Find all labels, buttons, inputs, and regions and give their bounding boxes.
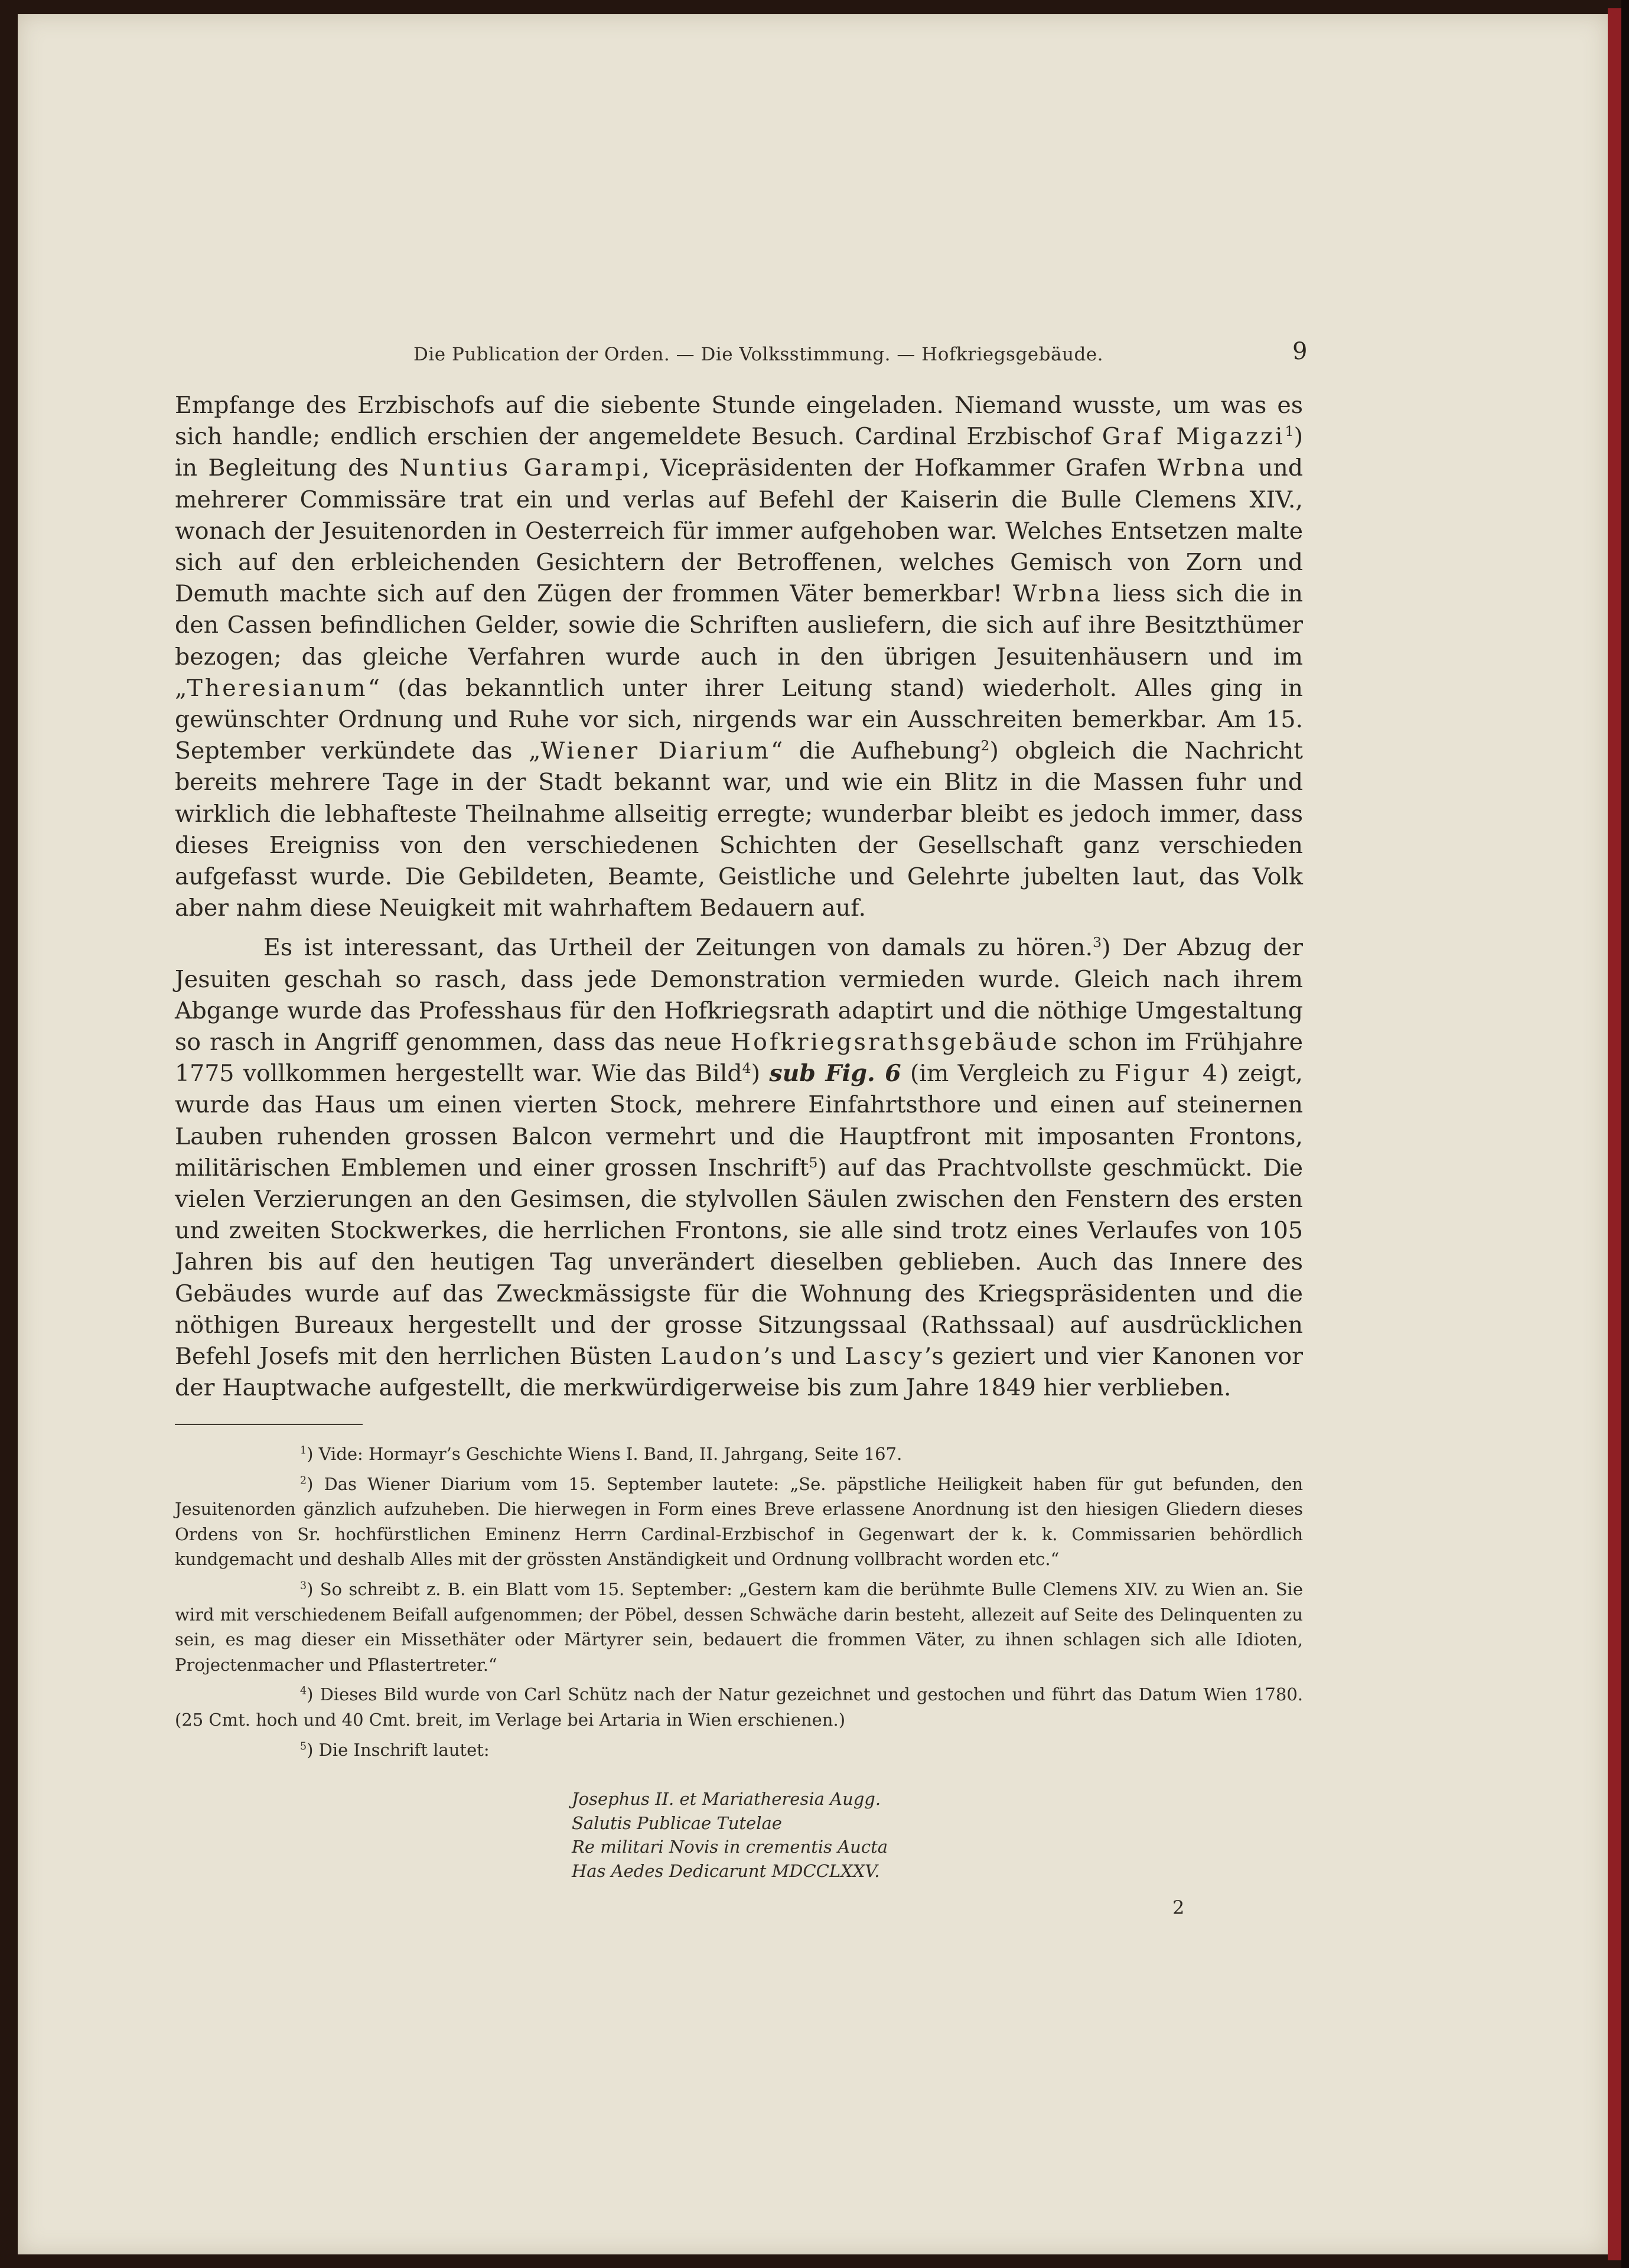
- body-text: [175, 390, 1303, 1404]
- name-laudon: Laudon: [660, 1343, 763, 1371]
- paragraph-1: Empfange des Erzbischofs auf die siebente Stunde eingeladen. Niemand wusste, um was es sich handle; endlich erschien der angemeldete Besuch. Cardinal Erzbischof Graf Migazzi$^1$) in Begleitung des Nuntius Garampi, Vicepräsidenten der Hofkammer Grafen Wrbna und mehrerer Commissäre trat ein und verlas auf Befehl der Kaiserin die Bulle Clemens XIV., wonach der Jesuitenorden in Oesterreich für immer aufgehoben war. Welches Entsetzen malte sich auf den erbleichenden Gesichtern der Betroffenen, welches Gemisch von Zorn und Demuth machte sich auf den Zügen der frommen Väter bemerkbar! Wrbna liess sich die in den Cassen befindlichen Gelder, sowie die Schriften ausliefern, die sich auf ihre Besitzthümer bezogen; das gleiche Verfahren wurde auch in den übrigen Jesuitenhäusern und im „Theresianum“ (das bekanntlich unter ihrer Leitung stand) wiederholt. Alles ging in gewünschter Ordnung und Ruhe vor sich, nirgends war ein Ausschreiten bemerkbar. Am 15. September verkündete das „Wiener Diarium“ die Aufhebung$^2$) obgleich die Nachricht bereits mehrere Tage in der Stadt bekannt war, und wie ein Blitz in die Massen fuhr und wirklich die lebhafteste Theilnahme allseitig erregte; wunderbar bleibt es jedoch immer, dass dieses Ereigniss von den verschiedenen Schichten der Gesellschaft ganz verschieden aufgefasst wurde. Die Gebildeten, Beamte, Geistliche und Gelehrte jubelten laut, das Volk aber nahm diese Neuigkeit mit wahrhaftem Bedauern auf.: [175, 392, 1304, 922]
- footnote-ref-1: 1: [1285, 422, 1294, 440]
- footnote-separator: [175, 1424, 363, 1425]
- footnote-ref-3: 3: [1093, 934, 1102, 951]
- running-head: Die Publication der Orden. — Die Volksstimmung. — Hofkriegsgebäude.: [413, 344, 1103, 365]
- inscription: [572, 1787, 1103, 1883]
- paragraph-2: Es ist interessant, das Urtheil der Zeitungen von damals zu hören.$^3$) Der Abzug der Jesuiten geschah so rasch, dass jede Demonstration vermieden wurde. Gleich nach ihrem Abgange wurde das Professhaus für den Hofkriegsrath adaptirt und die nöthige Umgestaltung so rasch in Angriff genommen, dass das neue Hofkriegsrathsgebäude schon im Frühjahre 1775 vollkommen hergestellt war. Wie das Bild$^4$) sub Fig. 6 (im Vergleich zu Figur 4) zeigt, wurde das Haus um einen vierten Stock, mehrere Einfahrtsthore und einen auf steinernen Lauben ruhenden grossen Balcon vermehrt und die Hauptfront mit imposanten Frontons, militärischen Emblemen und einer grossen Inschrift$^5$) auf das Prachtvollste geschmückt. Die vielen Verzierungen an den Gesimsen, die stylvollen Säulen zwischen den Fenstern des ersten und zweiten Stockwerkes, die herrlichen Frontons, sie alle sind trotz eines Verlaufes von 105 Jahren bis auf den heutigen Tag unverändert dieselben geblieben. Auch das Innere des Gebäudes wurde auf das Zweckmässigste für die Wohnung des Kriegspräsidenten und die nöthigen Bureaux hergestellt und der grosse Sitzungssaal (Rathssaal) auf ausdrücklichen Befehl Josefs mit den herrlichen Büsten Laudon’s und Lascy’s geziert und vier Kanonen vor der Hauptwache aufgestellt, die merkwürdigerweise bis zum Jahre 1849 hier verblieben.: [175, 934, 1303, 1402]
- name-hofkriegsrathsgebaeude: Hofkriegsrathsgebäude: [730, 1029, 1060, 1056]
- footnote-4: $^4$) Dieses Bild wurde von Carl Schütz nach der Natur gezeichnet und gestochen und führt das Datum Wien 1780. (25 Cmt. hoch und 40 Cmt. breit, im Verlage bei Artaria in Wien erschienen.): [175, 1684, 1303, 1730]
- inscription-line: Has Aedes Dedicarunt MDCCLXXV.: [572, 1860, 880, 1881]
- footnote-5: $^5$) Die Inschrift lautet:: [300, 1739, 490, 1760]
- inscription-line: Salutis Publicae Tutelae: [572, 1813, 782, 1833]
- book-page: [18, 14, 1608, 2254]
- name-theresianum: Theresianum: [187, 674, 368, 702]
- page-number: 9: [1292, 338, 1308, 365]
- footnote-3: $^3$) So schreibt z. B. ein Blatt vom 15. September: „Gestern kam die berühmte Bulle Clemens XIV. zu Wien an. Sie wird mit verschiedenem Beifall aufgenommen; der Pöbel, dessen Schwäche darin besteht, allezeit auf Seite des Delinquenten zu sein, es mag dieser ein Missethäter oder Märtyrer sein, bedauert die frommen Väter, zu ihnen schlagen sich alle Idioten, Projectenmacher und Pflastertreter.“: [175, 1579, 1303, 1675]
- figure-reference: sub Fig. 6: [769, 1060, 901, 1088]
- footnotes: [175, 1442, 1303, 1767]
- footnote-1: $^1$) Vide: Hormayr’s Geschichte Wiens I. Band, II. Jahrgang, Seite 167.: [300, 1444, 903, 1464]
- inscription-line: Josephus II. et Mariatheresia Augg.: [572, 1789, 881, 1809]
- name-lascy: Lascy: [845, 1343, 924, 1371]
- footnote-ref-4: 4: [742, 1060, 751, 1077]
- name-garampi: Nuntius Garampi: [399, 454, 643, 482]
- name-wrbna: Wrbna: [1157, 454, 1247, 482]
- scan-border: [1621, 0, 1629, 2268]
- inscription-line: Re militari Novis in crementis Aucta: [572, 1837, 888, 1857]
- signature-mark: 2: [1172, 1896, 1185, 1919]
- footnote-ref-2: 2: [980, 737, 990, 754]
- name-wiener-diarium: Wiener Diarium: [540, 737, 771, 765]
- name-migazzi: Graf Migazzi: [1102, 423, 1285, 451]
- figure-4-reference: Figur 4: [1114, 1060, 1220, 1088]
- footnote-2: $^2$) Das Wiener Diarium vom 15. September lautete: „Se. päpstliche Heiligkeit haben für gut befunden, den Jesuitenorden gänzlich aufzuheben. Die hierwegen in Form eines Breve erlassene Anordnung ist den hiesigen Gliedern dieses Ordens von Sr. hochfürstlichen Eminenz Herrn Cardinal-Erzbischof in Gegenwart der k. k. Commissarien behördlich kundgemacht und deshalb Alles mit der grössten Anständigkeit und Ordnung vollbracht worden etc.“: [175, 1473, 1303, 1570]
- name-wrbna: Wrbna: [1012, 580, 1103, 608]
- footnote-ref-5: 5: [809, 1154, 818, 1171]
